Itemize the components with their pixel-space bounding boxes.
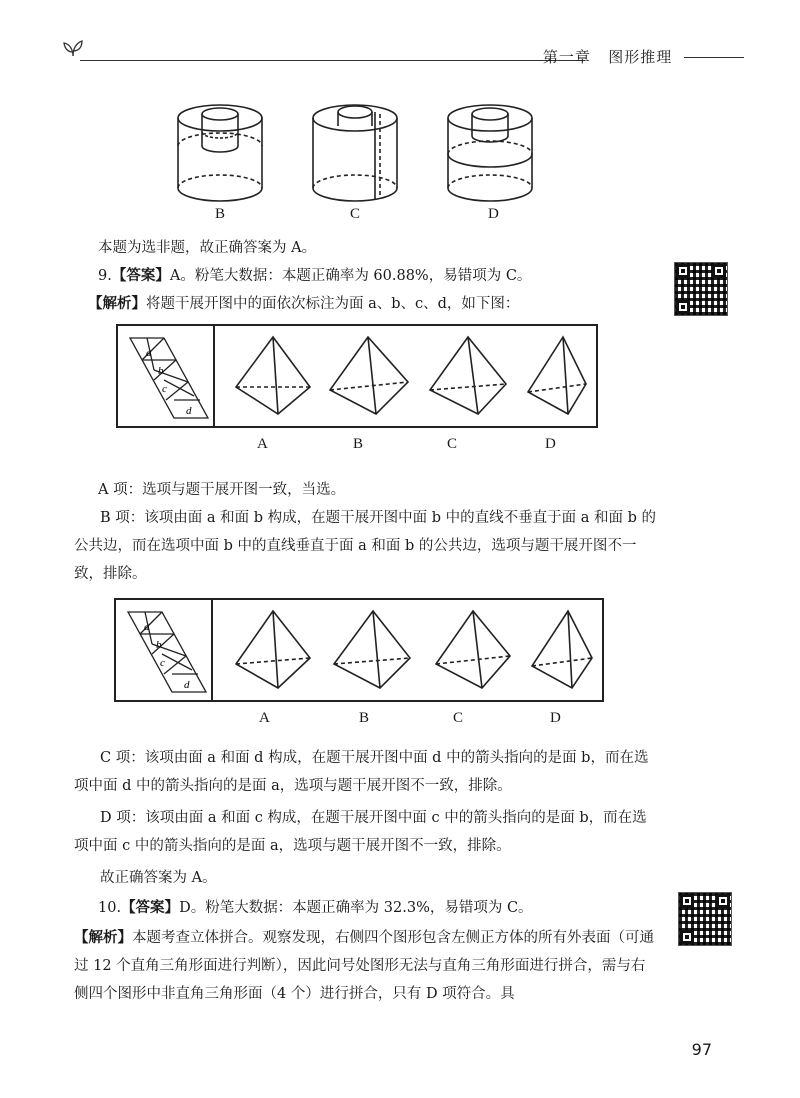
fig2-option-a: A: [259, 710, 270, 726]
header-rule: [80, 60, 585, 61]
header-title: 图形推理: [608, 48, 673, 66]
fig1-option-b: B: [353, 436, 364, 452]
net-figure-2: [114, 598, 604, 702]
page-number: 97: [691, 1040, 712, 1059]
net-diagram: [124, 330, 212, 424]
option-a-text: A 项：选项与题干展开图一致，当选。: [98, 482, 346, 498]
fig2-option-c: C: [453, 710, 464, 726]
fig1-option-a: A: [257, 436, 268, 452]
header-chapter: 第一章: [542, 48, 591, 66]
net-label-d: d: [184, 679, 190, 691]
fig2-option-b: B: [359, 710, 370, 726]
net-label-c: c: [162, 383, 167, 395]
option-c-text: C 项：该项由面 a 和面 d 构成，在题干展开图中面 d 中的箭头指向的是面 b，而在选项中面 d 中的箭头指向的是面 a，选项与题干展开图不一致，排除。: [74, 750, 649, 794]
cyl-label-c: C: [350, 206, 361, 222]
net-label-d: d: [186, 405, 192, 417]
option-d-text: D 项：该项由面 a 和面 c 构成，在题干展开图中面 c 中的箭头指向的是面 b，而在选项中面 c 中的箭头指向的是面 a，选项与题干展开图不一致，排除。: [74, 810, 647, 854]
option-b-text: B 项：该项由面 a 和面 b 构成，在题干展开图中面 b 中的直线不垂直于面 a 和面 b 的公共边，而在选项中面 b 中的直线垂直于面 a 和面 b 的公共边，选项与题干展开图不一致，排除。: [74, 510, 656, 582]
net-label-b: b: [156, 639, 162, 651]
fig1-option-c: C: [447, 436, 458, 452]
leaf-logo-icon: [62, 38, 84, 58]
net-figure-1: [116, 324, 598, 428]
net-label-a: a: [144, 621, 150, 633]
tetrahedron-options: [228, 606, 594, 698]
net-diagram: [122, 604, 210, 698]
net-label-b: b: [158, 365, 164, 377]
q9-analysis-line: 【解析】将题干展开图中的面依次标注为面 a、b、c、d，如下图：: [88, 295, 520, 312]
q10-analysis: 【解析】本题考查立体拼合。观察发现，右侧四个图形包含左侧正方体的所有外表面（可通过 12 个直角三角形面进行判断），因此问号处图形无法与直角三角形面进行拼合，需与右侧四个图形中非直角三角形面（4 个）进行拼合，只有 D 项符合。具: [74, 929, 654, 1002]
tetrahedron-options: [228, 332, 588, 424]
cyl-label-d: D: [488, 206, 499, 222]
running-header: [543, 46, 744, 67]
net-label-a: a: [146, 347, 152, 359]
fig2-option-d: D: [550, 710, 561, 726]
para-conclusion-prev: 本题为选非题，故正确答案为 A。: [98, 240, 317, 256]
fig1-option-d: D: [545, 436, 556, 452]
qr-code-icon[interactable]: [674, 262, 728, 316]
final-answer: 故正确答案为 A。: [100, 870, 217, 886]
q10-answer-line: 10.【答案】D。粉笔大数据：本题正确率为 32.3%，易错项为 C。: [98, 899, 533, 916]
cyl-label-b: B: [215, 206, 226, 222]
qr-code-icon[interactable]: [678, 892, 732, 946]
q9-answer-line: 9.【答案】A。粉笔大数据：本题正确率为 60.88%，易错项为 C。: [98, 267, 532, 284]
net-label-c: c: [160, 657, 165, 669]
